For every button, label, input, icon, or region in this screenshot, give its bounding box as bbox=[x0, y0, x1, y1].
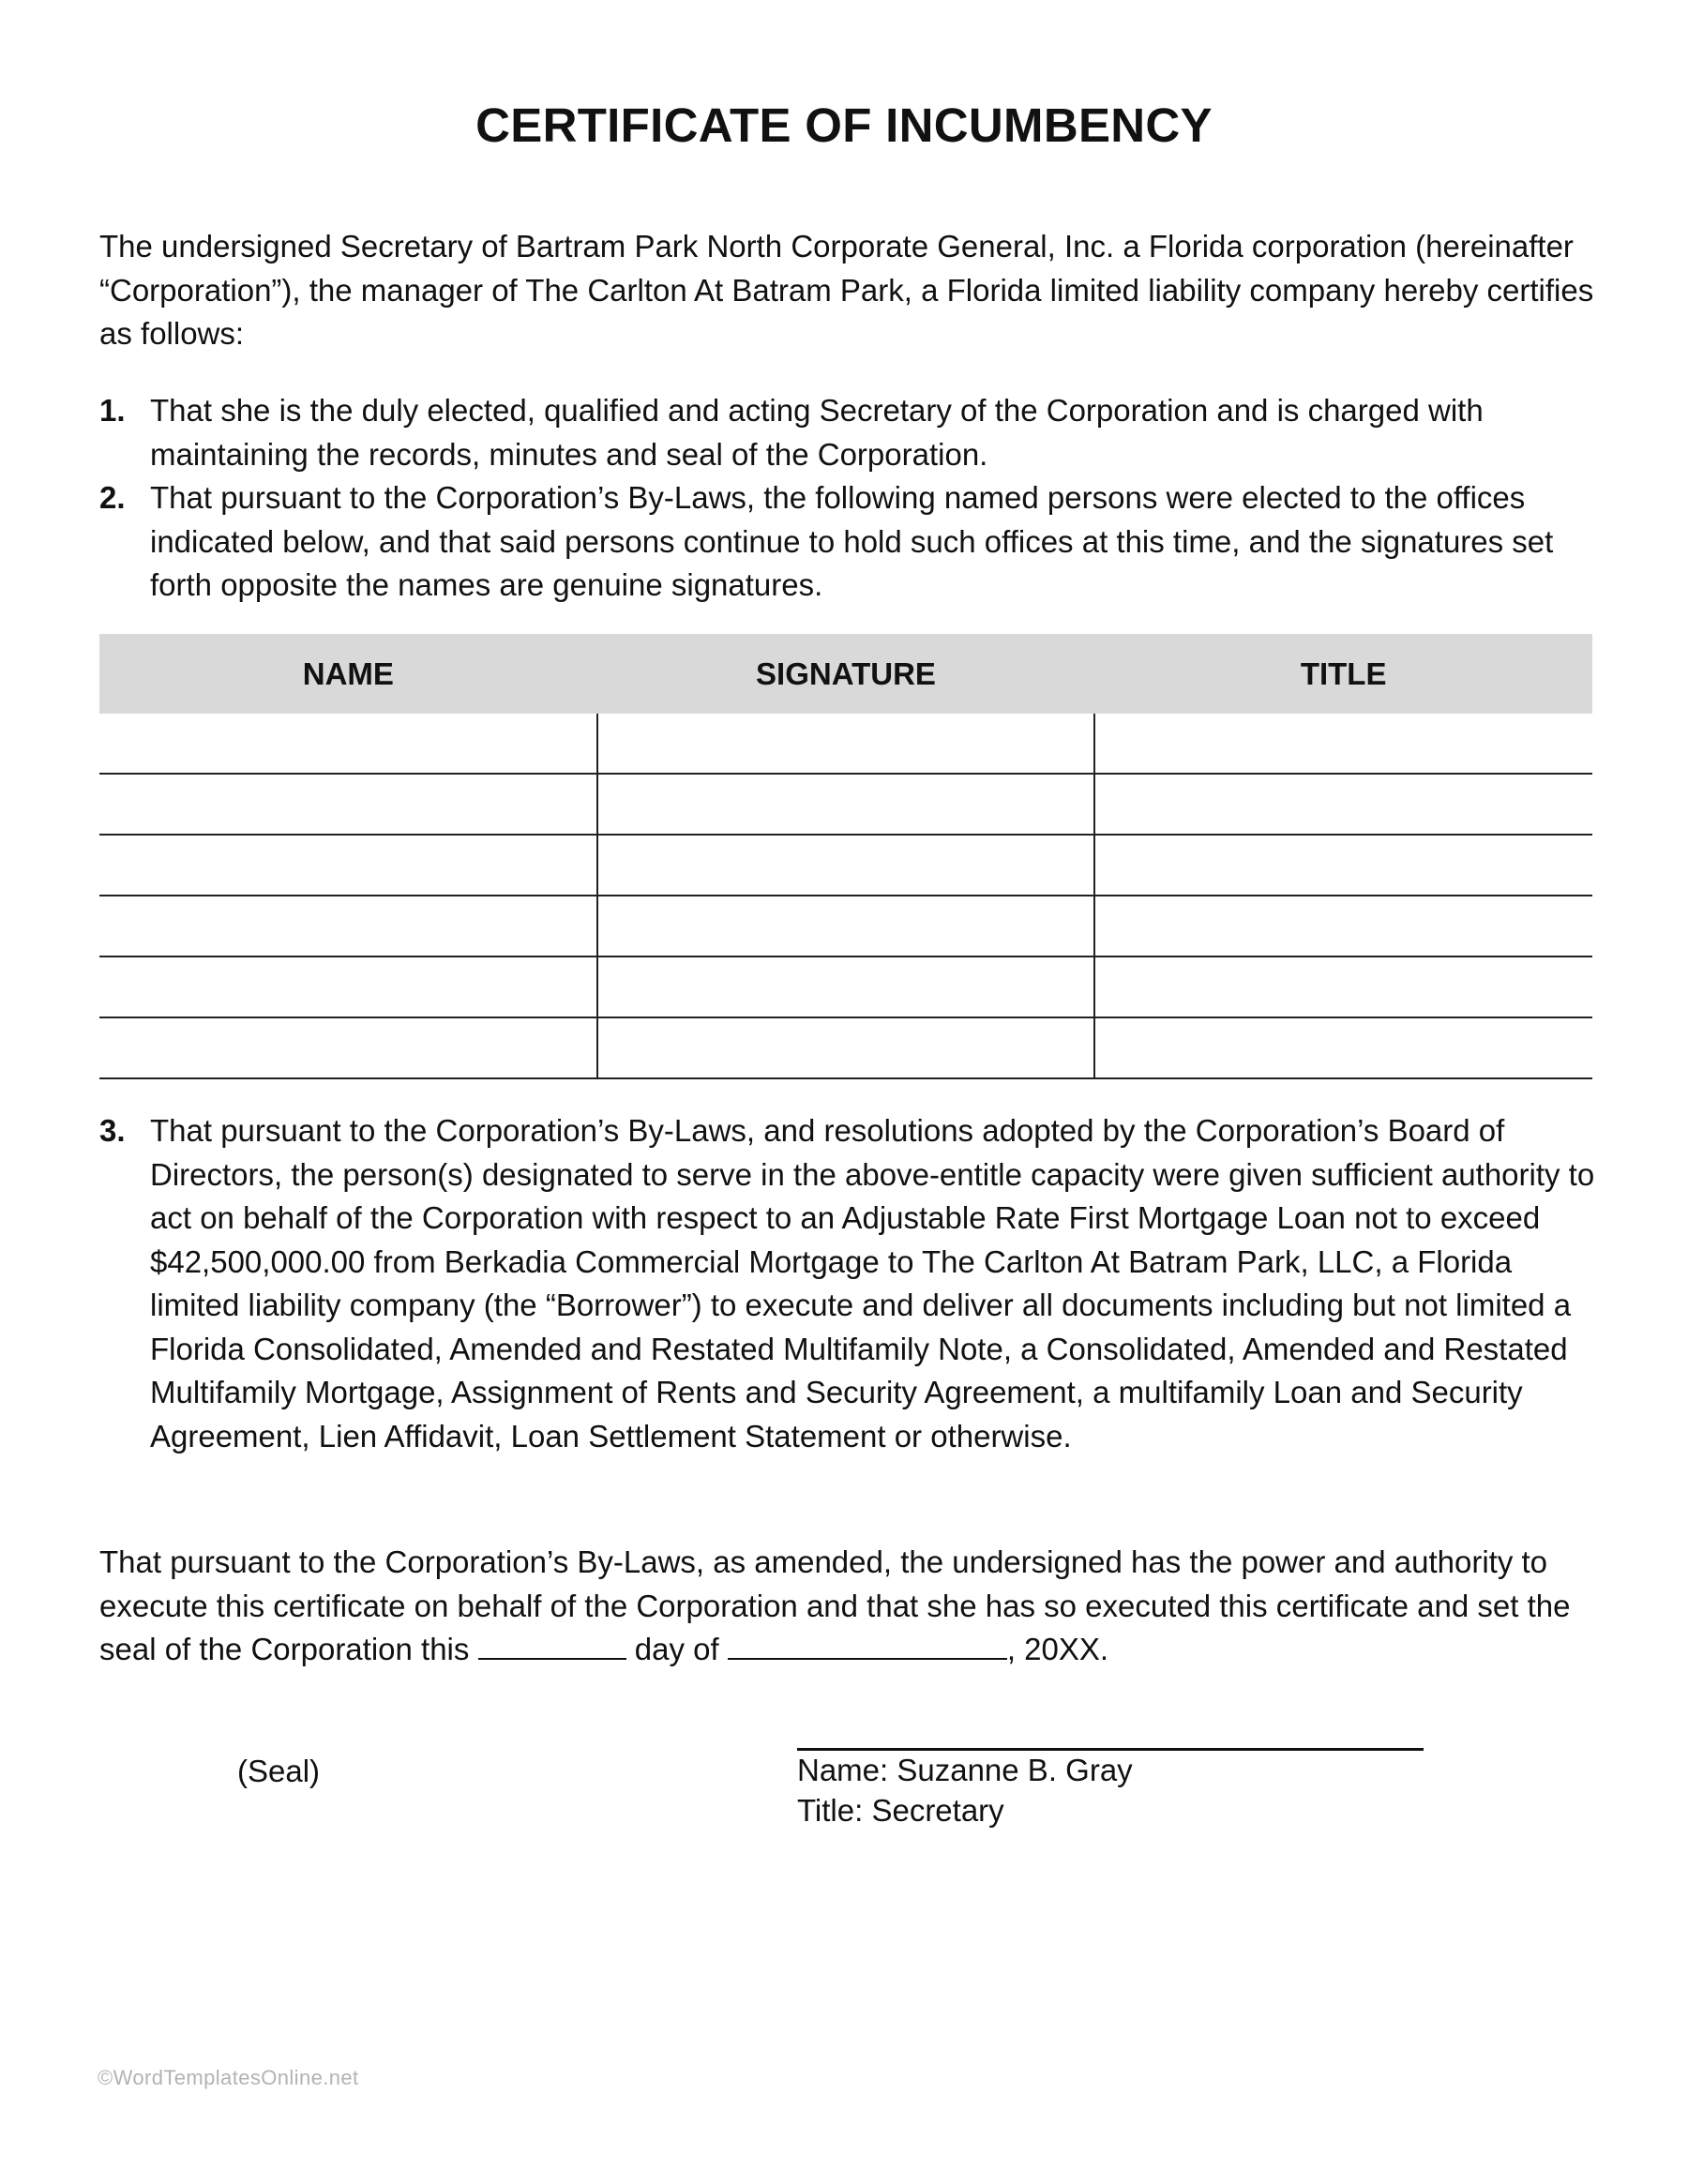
title-cell[interactable] bbox=[1094, 956, 1592, 1017]
name-column-header: NAME bbox=[99, 634, 597, 714]
title-cell[interactable] bbox=[1094, 714, 1592, 774]
table-row bbox=[99, 1017, 1592, 1078]
title-cell[interactable] bbox=[1094, 896, 1592, 956]
list-item-number: 1. bbox=[99, 393, 126, 428]
name-cell[interactable] bbox=[99, 1017, 597, 1078]
signature-cell[interactable] bbox=[597, 1017, 1095, 1078]
table-row bbox=[99, 714, 1592, 774]
year-text: , 20XX. bbox=[1006, 1632, 1109, 1666]
signature-column-header: SIGNATURE bbox=[597, 634, 1095, 714]
list-item-text: That she is the duly elected, qualified and acting Secretary of the Corporation and is charged with maintaining the records, minutes and seal of the Corporation. bbox=[150, 393, 1484, 472]
table-row bbox=[99, 896, 1592, 956]
list-item bbox=[99, 389, 1600, 476]
title-cell[interactable] bbox=[1094, 774, 1592, 835]
name-cell[interactable] bbox=[99, 835, 597, 896]
certification-list-part-2 bbox=[99, 1109, 1600, 1458]
signature-cell[interactable] bbox=[597, 714, 1095, 774]
certification-list-part-1 bbox=[99, 389, 1600, 608]
title-cell[interactable] bbox=[1094, 1017, 1592, 1078]
officers-table bbox=[99, 634, 1592, 1079]
list-item-number: 3. bbox=[99, 1113, 126, 1148]
closing-text: That pursuant to the Corporation’s By-Laws, as amended, the undersigned has the power and authority to execute this certificate on behalf of the Corporation and that she has so executed this certificate and set the seal of the Corporation this bbox=[99, 1544, 1571, 1666]
table-header-row bbox=[99, 634, 1592, 714]
table-row bbox=[99, 835, 1592, 896]
title-cell[interactable] bbox=[1094, 835, 1592, 896]
list-item bbox=[99, 1109, 1600, 1458]
name-cell[interactable] bbox=[99, 956, 597, 1017]
table-row bbox=[99, 956, 1592, 1017]
signer-title: Title: Secretary bbox=[797, 1793, 1004, 1828]
signer-name: Name: Suzanne B. Gray bbox=[797, 1753, 1133, 1787]
list-item-text: That pursuant to the Corporation’s By-Laws, the following named persons were elected to the offices indicated below, and that said persons continue to hold such offices at this time, and the signatures set forth opposite the names are genuine signatures. bbox=[150, 480, 1554, 602]
name-cell[interactable] bbox=[99, 896, 597, 956]
table-row bbox=[99, 774, 1592, 835]
seal-label: (Seal) bbox=[237, 1754, 321, 1788]
name-cell[interactable] bbox=[99, 714, 597, 774]
list-item-text: That pursuant to the Corporation’s By-Laws, and resolutions adopted by the Corporation’s Board of Directors, the person(s) designated to serve in the above-entitle capacity were given sufficient authority to act on behalf of the Corporation with respect to an Adjustable Rate First Mortgage Loan not to exceed $42,500,000.00 from Berkadia Commercial Mortgage to The Carlton At Batram Park, LLC, a Florida limited liability company (the “Borrower”) to execute and deliver all documents including but not limited a Florida Consolidated, Amended and Restated Multifamily Note, a Consolidated, Amended and Restated Multifamily Mortgage, Assignment of Rents and Security Agreement, a multifamily Loan and Security Agreement, Lien Affidavit, Loan Settlement Statement or otherwise. bbox=[150, 1113, 1595, 1453]
list-item-number: 2. bbox=[99, 480, 126, 515]
name-cell[interactable] bbox=[99, 774, 597, 835]
list-item bbox=[99, 476, 1600, 608]
day-blank-field[interactable] bbox=[478, 1632, 626, 1660]
intro-paragraph: The undersigned Secretary of Bartram Park North Corporate General, Inc. a Florida corporation (hereinafter “Corporation”), the manager of The Carlton At Batram Park, a Florida limited liability company hereby certifies as follows: bbox=[99, 229, 1594, 351]
closing-paragraph bbox=[99, 1541, 1600, 1672]
signature-cell[interactable] bbox=[597, 774, 1095, 835]
document-title: CERTIFICATE OF INCUMBENCY bbox=[475, 98, 1213, 152]
signature-cell[interactable] bbox=[597, 956, 1095, 1017]
month-blank-field[interactable] bbox=[728, 1632, 1007, 1660]
signature-cell[interactable] bbox=[597, 835, 1095, 896]
day-of-text: day of bbox=[634, 1632, 719, 1666]
title-column-header: TITLE bbox=[1094, 634, 1592, 714]
watermark: ©WordTemplatesOnline.net bbox=[98, 2066, 359, 2089]
signature-cell[interactable] bbox=[597, 896, 1095, 956]
